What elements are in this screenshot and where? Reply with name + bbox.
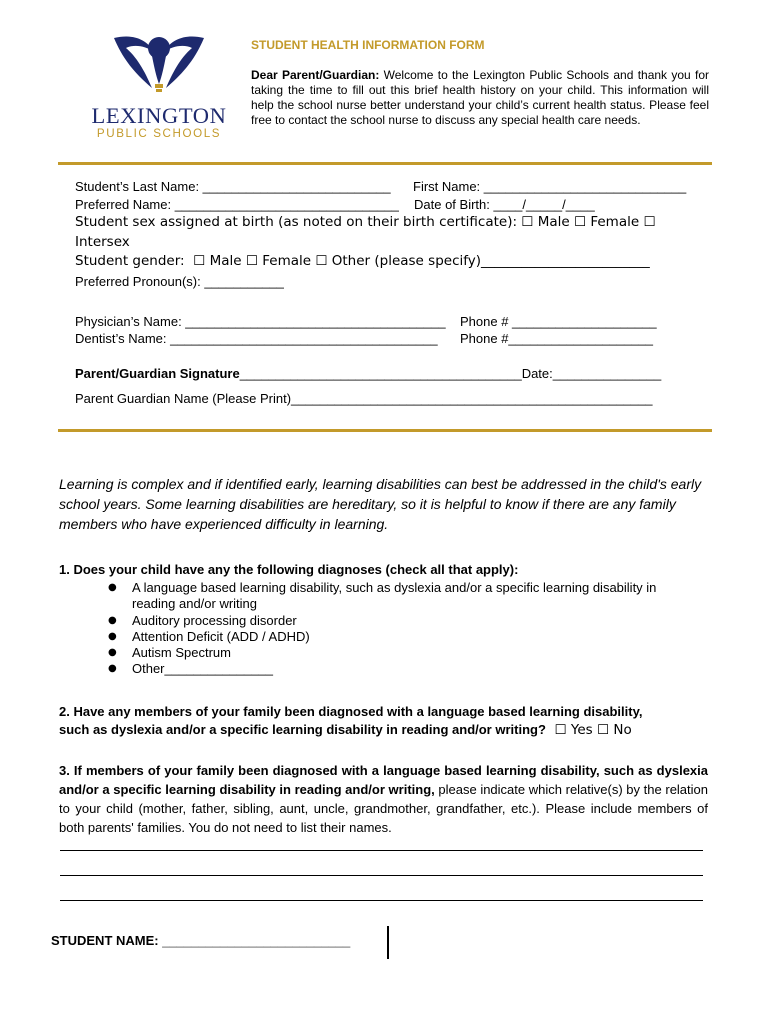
answer-line[interactable] <box>60 850 703 851</box>
diagnosis-option[interactable]: ● Autism Spectrum <box>108 645 698 661</box>
bottom-divider <box>58 429 712 432</box>
pronouns-field[interactable]: Preferred Pronoun(s): ___________ <box>75 274 284 289</box>
learning-intro: Learning is complex and if identified early, learning disabilities can best be addressed in the child's early school years. Some learning disabilities are hereditary, so it is helpful to know if there are any family members who have experienced difficulty in learning. <box>59 476 702 532</box>
student-name-footer[interactable] <box>51 932 350 949</box>
diagnosis-option[interactable]: ● A language based learning disability, such as dyslexia and/or a specific learning disability in reading and/or writing <box>108 580 698 613</box>
signature-row[interactable] <box>75 365 661 382</box>
student-name-label: STUDENT NAME: <box>51 933 159 948</box>
intro-text: Welcome to the Lexington Public Schools and thank you for taking the time to fill out this brief health history on your child. This information will help the school nurse better understand your child’s current health status. Please feel free to contact the school nurse to discuss any special health care needs. <box>251 68 709 127</box>
signature-date-field[interactable]: Date:_______________ <box>521 366 662 381</box>
guardian-print-name-field[interactable]: Parent Guardian Name (Please Print)__________________________________________________ <box>75 391 653 406</box>
student-gender-question[interactable]: Student gender: ☐ Male ☐ Female ☐ Other (please specify)_________________________ <box>75 253 650 269</box>
first-name-field[interactable]: First Name: ____________________________ <box>413 179 687 194</box>
question-2-line1: 2. Have any members of your family been diagnosed with a language based learning disability, <box>59 704 643 719</box>
diagnosis-option[interactable]: ● Other_______________ <box>108 661 698 677</box>
question-3-bold: 3. If members of your family been diagnosed with a language based learning disability, such as dyslexia and/or a specific learning disability in reading and/or writing, <box>59 763 708 797</box>
sex-at-birth-intersex[interactable]: Intersex <box>75 234 130 250</box>
question-2-text: such as dyslexia and/or a specific learning disability in reading and/or writing? <box>59 722 546 737</box>
sex-at-birth-question[interactable]: Student sex assigned at birth (as noted on their birth certificate): ☐ Male ☐ Female ☐ <box>75 214 656 230</box>
logo-wordmark: LEXINGTON <box>91 103 227 128</box>
signature-line[interactable]: _______________________________________ <box>239 366 522 381</box>
intro-paragraph <box>251 68 709 128</box>
answer-line[interactable] <box>60 875 703 876</box>
dentist-phone-field[interactable]: Phone #____________________ <box>460 331 654 346</box>
signature-label: Parent/Guardian Signature <box>75 366 240 381</box>
physician-name-field[interactable]: Physician’s Name: ____________________________________ <box>75 314 446 329</box>
preferred-name-field[interactable]: Preferred Name: _______________________________ <box>75 197 399 212</box>
district-logo <box>86 32 232 147</box>
question-2-line2 <box>59 721 632 739</box>
yes-no-options[interactable]: ☐ Yes ☐ No <box>554 722 632 738</box>
form-title: STUDENT HEALTH INFORMATION FORM <box>251 38 485 52</box>
top-divider <box>58 162 712 165</box>
diagnosis-option[interactable]: ● Attention Deficit (ADD / ADHD) <box>108 629 698 645</box>
student-name-line[interactable]: __________________________ <box>158 933 351 948</box>
footer-divider <box>387 926 389 959</box>
torch-emblem-icon <box>86 32 232 104</box>
physician-phone-field[interactable]: Phone # ____________________ <box>460 314 657 329</box>
diagnoses-list <box>108 580 698 678</box>
date-of-birth-field[interactable]: Date of Birth: ____/_____/____ <box>414 197 595 212</box>
greeting: Dear Parent/Guardian: <box>251 68 380 82</box>
question-1: 1. Does your child have any the following diagnoses (check all that apply): <box>59 562 519 577</box>
question-3-text: please indicate which relative(s) by the relation to your child (mother, father, sibling, aunt, uncle, grandmother, grandfather, etc.). Please include members of both parents' families. You do not need to list their names. <box>59 782 708 835</box>
last-name-field[interactable]: Student’s Last Name: __________________________ <box>75 179 391 194</box>
answer-line[interactable] <box>60 900 703 901</box>
question-3 <box>59 761 708 837</box>
logo-subtitle: PUBLIC SCHOOLS <box>96 127 222 140</box>
diagnosis-option[interactable]: ● Auditory processing disorder <box>108 613 698 629</box>
dentist-name-field[interactable]: Dentist’s Name: _____________________________________ <box>75 331 438 346</box>
